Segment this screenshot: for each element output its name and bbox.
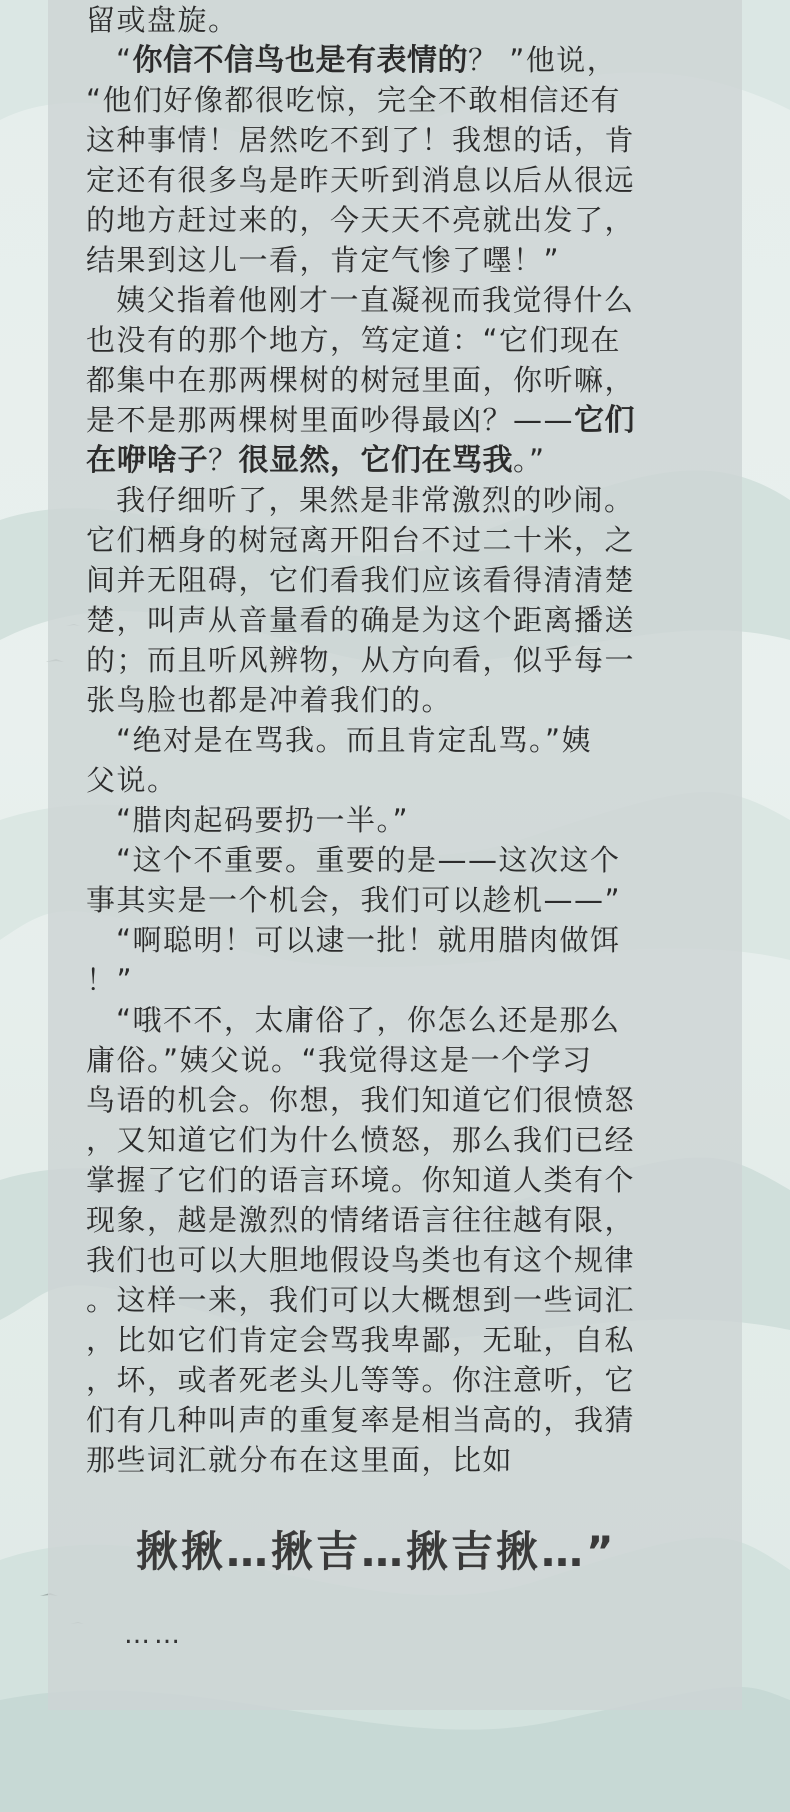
text-line: ，比如它们肯定会骂我卑鄙，无耻，自私 xyxy=(86,1323,636,1357)
text-line: 的；而且听风辨物，从方向看，似乎每一 xyxy=(86,643,636,677)
text-line: 都集中在那两棵树的树冠里面，你听嘛， xyxy=(86,363,636,397)
text-line: 定还有很多鸟是昨天听到消息以后从很远 xyxy=(86,163,636,197)
text-line: 它们栖身的树冠离开阳台不过二十米，之 xyxy=(86,523,636,557)
text-line: 这种事情！居然吃不到了！我想的话，肯 xyxy=(86,123,636,157)
text-run: 。” xyxy=(513,443,546,477)
text-line xyxy=(86,400,716,440)
text-line: 鸟语的机会。你想，我们知道它们很愤怒 xyxy=(86,1083,636,1117)
text-line: 现象，越是激烈的情绪语言往往越有限， xyxy=(86,1203,636,1237)
text-line xyxy=(86,440,716,480)
emphasized-text: 很显然，它们在骂我 xyxy=(238,443,514,478)
text-line: 掌握了它们的语言环境。你知道人类有个 xyxy=(86,1163,636,1197)
text-line: 事其实是一个机会，我们可以趁机——” xyxy=(86,883,622,917)
text-line: 姨父指着他刚才一直凝视而我觉得什么 xyxy=(116,283,635,317)
text-line: 结果到这儿一看，肯定气惨了嚜！” xyxy=(86,243,561,277)
text-line: 。这样一来，我们可以大概想到一些词汇 xyxy=(86,1283,636,1317)
text-line: 庸俗。”姨父说。“我觉得这是一个学习 xyxy=(86,1043,593,1077)
text-line: ，坏，或者死老头儿等等。你注意听，它 xyxy=(86,1363,636,1397)
emphasized-text: 你信不信鸟也是有表情的 xyxy=(132,43,469,78)
text-line: 张鸟脸也都是冲着我们的。 xyxy=(86,683,453,717)
text-line xyxy=(86,40,716,80)
emphasized-text: 在咿啥子 xyxy=(86,443,208,478)
text-line: 我仔细听了，果然是非常激烈的吵闹。 xyxy=(116,483,635,517)
text-line: 们有几种叫声的重复率是相当高的，我猜 xyxy=(86,1403,636,1437)
text-run: ？ ”他说， xyxy=(468,43,618,77)
text-line: 也没有的那个地方，笃定道：“它们现在 xyxy=(86,323,622,357)
emphasized-text: 它们 xyxy=(574,403,636,438)
text-run: ？ xyxy=(208,443,239,477)
text-line: 父说。 xyxy=(86,763,178,797)
text-line: “他们好像都很吃惊，完全不敢相信还有 xyxy=(86,83,622,117)
text-line: “腊肉起码要扔一半。” xyxy=(116,803,410,837)
text-run: 是不是那两棵树里面吵得最凶？—— xyxy=(86,403,575,437)
text-line: “这个不重要。重要的是——这次这个 xyxy=(116,843,621,877)
text-line: 留或盘旋。 xyxy=(86,3,239,37)
text-line: ，又知道它们为什么愤怒，那么我们已经 xyxy=(86,1123,636,1157)
closing-ellipsis: …… xyxy=(124,1620,184,1650)
text-line: “哦不不，太庸俗了，你怎么还是那么 xyxy=(116,1003,621,1037)
text-line: ！” xyxy=(86,963,134,997)
text-line: 我们也可以大胆地假设鸟类也有这个规律 xyxy=(86,1243,636,1277)
text-line: 的地方赶过来的，今天天不亮就出发了， xyxy=(86,203,636,237)
story-text xyxy=(86,0,716,1480)
bird-call-line: 揪揪…揪吉…揪吉揪…” xyxy=(136,1527,617,1576)
text-line: 那些词汇就分布在这里面，比如 xyxy=(86,1443,514,1477)
text-line: “绝对是在骂我。而且肯定乱骂。”姨 xyxy=(116,723,593,757)
text-run: “ xyxy=(116,43,133,77)
text-line: 间并无阻碍，它们看我们应该看得清清楚 xyxy=(86,563,636,597)
text-line: “啊聪明！可以逮一批！就用腊肉做饵 xyxy=(116,923,621,957)
text-line: 楚，叫声从音量看的确是为这个距离播送 xyxy=(86,603,636,637)
